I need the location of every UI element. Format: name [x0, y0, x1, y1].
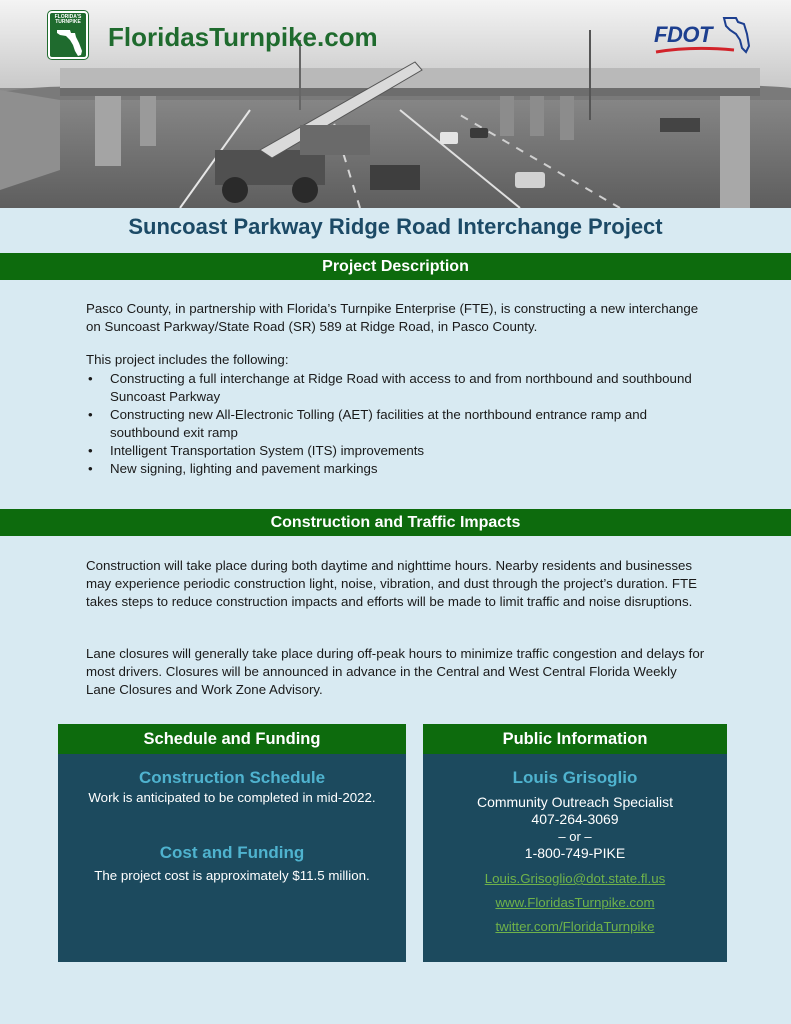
project-intro: Pasco County, in partnership with Florida’s Turnpike Enterprise (FTE), is constructing a new interchange on Suncoast Parkway/State Road (SR) 589 at Ridge Road, in Pasco County. — [86, 301, 699, 334]
schedule-heading: Schedule and Funding — [58, 724, 406, 754]
fdot-logo: FDOT — [652, 16, 752, 58]
project-description-heading: Project Description — [0, 253, 791, 280]
list-item: • New signing, lighting and pavement markings — [86, 460, 706, 478]
header-photo — [0, 0, 791, 208]
cost-text: The project cost is approximately $11.5 million. — [94, 868, 370, 883]
twitter-link[interactable]: twitter.com/FloridaTurnpike — [495, 919, 655, 934]
cost-title: Cost and Funding — [159, 843, 305, 862]
schedule-title: Construction Schedule — [138, 768, 326, 787]
turnpike-logo: FLORIDA'S TURNPIKE — [48, 11, 88, 59]
florida-map-icon — [56, 27, 84, 57]
construction-para-1: Construction will take place during both daytime and nighttime hours. Nearby residents and businesses may experience periodic construction light, noise, vibration, and dust through the project’s duration. FTE takes steps to reduce construction impacts and efforts will be made to limit traffic and noise disruptions. — [86, 558, 698, 609]
list-item: • Constructing a full interchange at Ridge Road with access to and from northbound and southbound Suncoast Parkway — [86, 370, 706, 406]
list-intro: This project includes the following: — [86, 352, 289, 367]
schedule-text: Work is anticipated to be completed in mid-2022. — [88, 790, 376, 805]
construction-para-2: Lane closures will generally take place during off-peak hours to minimize traffic congestion and delays for most drivers. Closures will be announced in advance in the Central and West Central Florida Weekly Lane Closures and Work Zone Advisory. — [86, 646, 705, 697]
list-item: • Intelligent Transportation System (ITS) improvements — [86, 442, 706, 460]
list-item: • Constructing new All-Electronic Tolling (AET) facilities at the northbound entrance ramp and southbound exit ramp — [86, 406, 706, 442]
contact-name: Louis Grisoglio — [512, 768, 638, 787]
contact-phone-alt: 1-800-749-PIKE — [524, 845, 626, 861]
site-name: FloridasTurnpike.com — [108, 22, 378, 52]
or-separator: – or – — [558, 829, 592, 844]
public-information-box — [423, 724, 727, 962]
public-info-heading: Public Information — [423, 724, 727, 754]
construction-heading: Construction and Traffic Impacts — [0, 509, 791, 536]
schedule-funding-box — [58, 724, 406, 962]
email-link[interactable]: Louis.Grisoglio@dot.state.fl.us — [484, 871, 666, 886]
contact-phone: 407-264-3069 — [531, 811, 619, 827]
website-link[interactable]: www.FloridasTurnpike.com — [495, 895, 655, 910]
page-title: Suncoast Parkway Ridge Road Interchange Project — [128, 214, 663, 239]
project-items-list — [86, 370, 706, 478]
contact-role: Community Outreach Specialist — [476, 794, 674, 810]
